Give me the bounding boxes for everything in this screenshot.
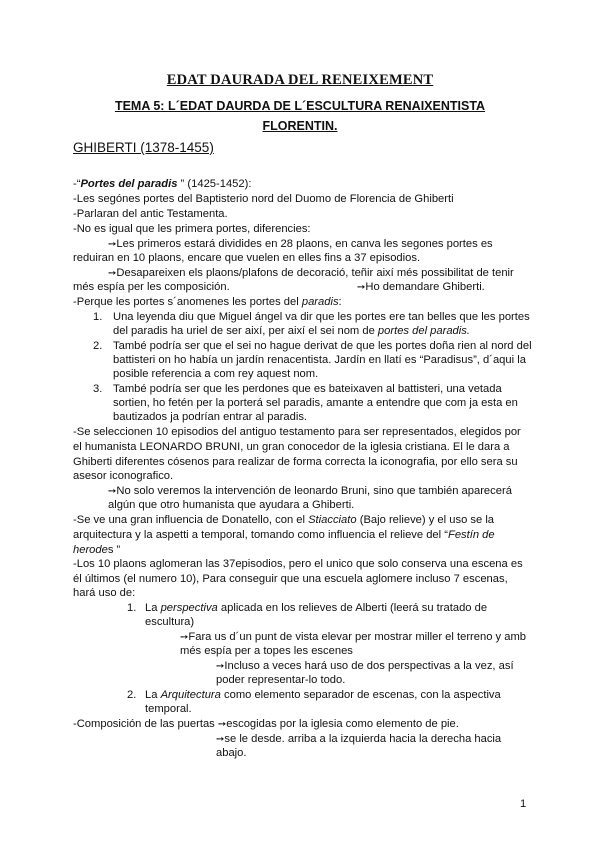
list-number: 2.: [127, 689, 137, 701]
text-line: ➙No solo veremos la intervención de leonardo Bruni, sino que también aparecerá: [108, 485, 512, 497]
topic-heading-line-1: TEMA 5: L´EDAT DAURDA DE L´ESCULTURA RENAIXENTISTA: [114, 99, 486, 113]
arrow-icon: ➙: [108, 268, 117, 279]
text-line: -Perque les portes s´anomenes les portes del paradis:: [73, 296, 342, 308]
text-line: -Se ve una gran influencia de Donatello, con el Stiacciato (Bajo relieve) y el uso se la: [73, 514, 495, 526]
text-line: La Arquitectura como elemento separador de escenas, con la aspectiva: [145, 689, 501, 701]
text-line: herodes ”: [73, 544, 121, 556]
arrow-icon: ➙: [180, 632, 189, 643]
text-line: -Se seleccionen 10 episodios del antiguo testamento para ser representados, elegidos por: [73, 426, 521, 438]
text-line: él últimos (el numero 10), Para conseguir que una escuela aglomere incluso 7 escenas,: [73, 573, 508, 585]
text-line: També podría ser que les perdones que es bateixaven al battisteri, una vetada: [113, 383, 502, 395]
page-title: EDAT DAURADA DEL RENEIXEMENT: [166, 72, 434, 88]
text-line: La perspectiva aplicada en los relieves de Alberti (leerá su tratado de: [145, 602, 488, 614]
text-line: battisteri on ho había un jardín renacentista. Jardín en llatí es “Paradisus”, d´aqui la: [113, 354, 526, 366]
arrow-icon: ➙: [217, 719, 227, 730]
arrow-icon: ➙: [357, 282, 366, 293]
arrow-icon: ➙: [108, 486, 117, 497]
text-line: reduiran en 10 plaons, encare que vuelen en elles fins a 37 episodios.: [73, 252, 421, 264]
text-line: més espía per les composición.: [73, 281, 230, 293]
text-line: ➙Incluso a veces hará uso de dos perspectivas a la vez, así: [216, 660, 514, 672]
text-line: del paradis ha uriel de ser així, per així el sei nom de portes del paradis.: [113, 325, 470, 337]
list-number: 2.: [93, 340, 103, 352]
text-line: ➙Les primeros estará dividides en 28 plaons, en canva les segones portes es: [108, 238, 493, 250]
text-line: sortien, ho fetén per la porterá sel paradis, amante a entendre que com ja esta en: [113, 397, 518, 409]
text-line: També podría ser que el sei no hague derivat de que les portes doña rien al nord del: [113, 340, 532, 352]
arrow-icon: ➙: [216, 734, 225, 745]
text-line: -Parlaran del antic Testamenta.: [73, 208, 228, 220]
text-line: ➙Ho demandare Ghiberti.: [357, 281, 485, 293]
text-line: ➙se le desde. arriba a la izquierda hacia la derecha hacia: [216, 733, 502, 745]
list-number: 1.: [93, 311, 103, 323]
text-line: poder representar-lo todo.: [216, 674, 346, 686]
text-line: hará uso de:: [73, 587, 136, 599]
text-line: escultura): [145, 616, 195, 628]
text-line: -“Portes del paradis ” (1425-1452):: [73, 178, 252, 190]
list-number: 3.: [93, 383, 103, 395]
text-line: ➙Desapareixen els plaons/plafons de decoració, teñir així més possibilitat de tenir: [108, 267, 514, 279]
text-line: bautizados ja podrían entrar al paradis.: [113, 411, 308, 423]
text-line: temporal.: [145, 703, 192, 715]
text-line: arquitectura y la aspetti a temporal, tomando como influencia el relieve del “Festín de: [73, 529, 495, 541]
text-line: -Les segónes portes del Baptisterio nord del Duomo de Florencia de Ghiberti: [73, 193, 454, 205]
text-line: Ghiberti diferentes cósenos para realizar de forma correcta la iconografia, por ello sera su: [73, 456, 518, 468]
text-line: asesor iconografico.: [73, 470, 174, 482]
text-line: -Los 10 plaons aglomeran las 37episodios, pero el unico que solo conserva una escena es: [73, 558, 523, 570]
text-line: -No es igual que les primera portes, diferencies:: [73, 223, 311, 235]
arrow-icon: ➙: [216, 661, 225, 672]
text-line: algún que otro humanista que ayudara a Ghiberti.: [108, 499, 355, 511]
text-line: posible referencia a com rey aquest nom.: [113, 368, 319, 380]
section-heading: GHIBERTI (1378-1455): [73, 140, 214, 155]
text-line: Una leyenda diu que Miguel ángel va dir que les portes ere tan belles que les portes: [113, 311, 530, 323]
topic-heading-line-2: FLORENTIN.: [262, 119, 338, 133]
text-line: abajo.: [216, 747, 247, 759]
text-line: ➙Fara us d´un punt de vista elevar per mostrar miller el terreno y amb: [180, 631, 527, 643]
page-number: 1: [520, 798, 527, 810]
text-line: més espía per a topes les escenes: [180, 645, 353, 657]
text-line: el humanista LEONARDO BRUNI, un gran conocedor de la iglesia cristiana. El le dara a: [73, 441, 510, 453]
list-number: 1.: [127, 602, 137, 614]
text-line: -Composición de las puertas ➙escogidas por la iglesia como elemento de pie.: [73, 718, 459, 730]
arrow-icon: ➙: [108, 239, 117, 250]
